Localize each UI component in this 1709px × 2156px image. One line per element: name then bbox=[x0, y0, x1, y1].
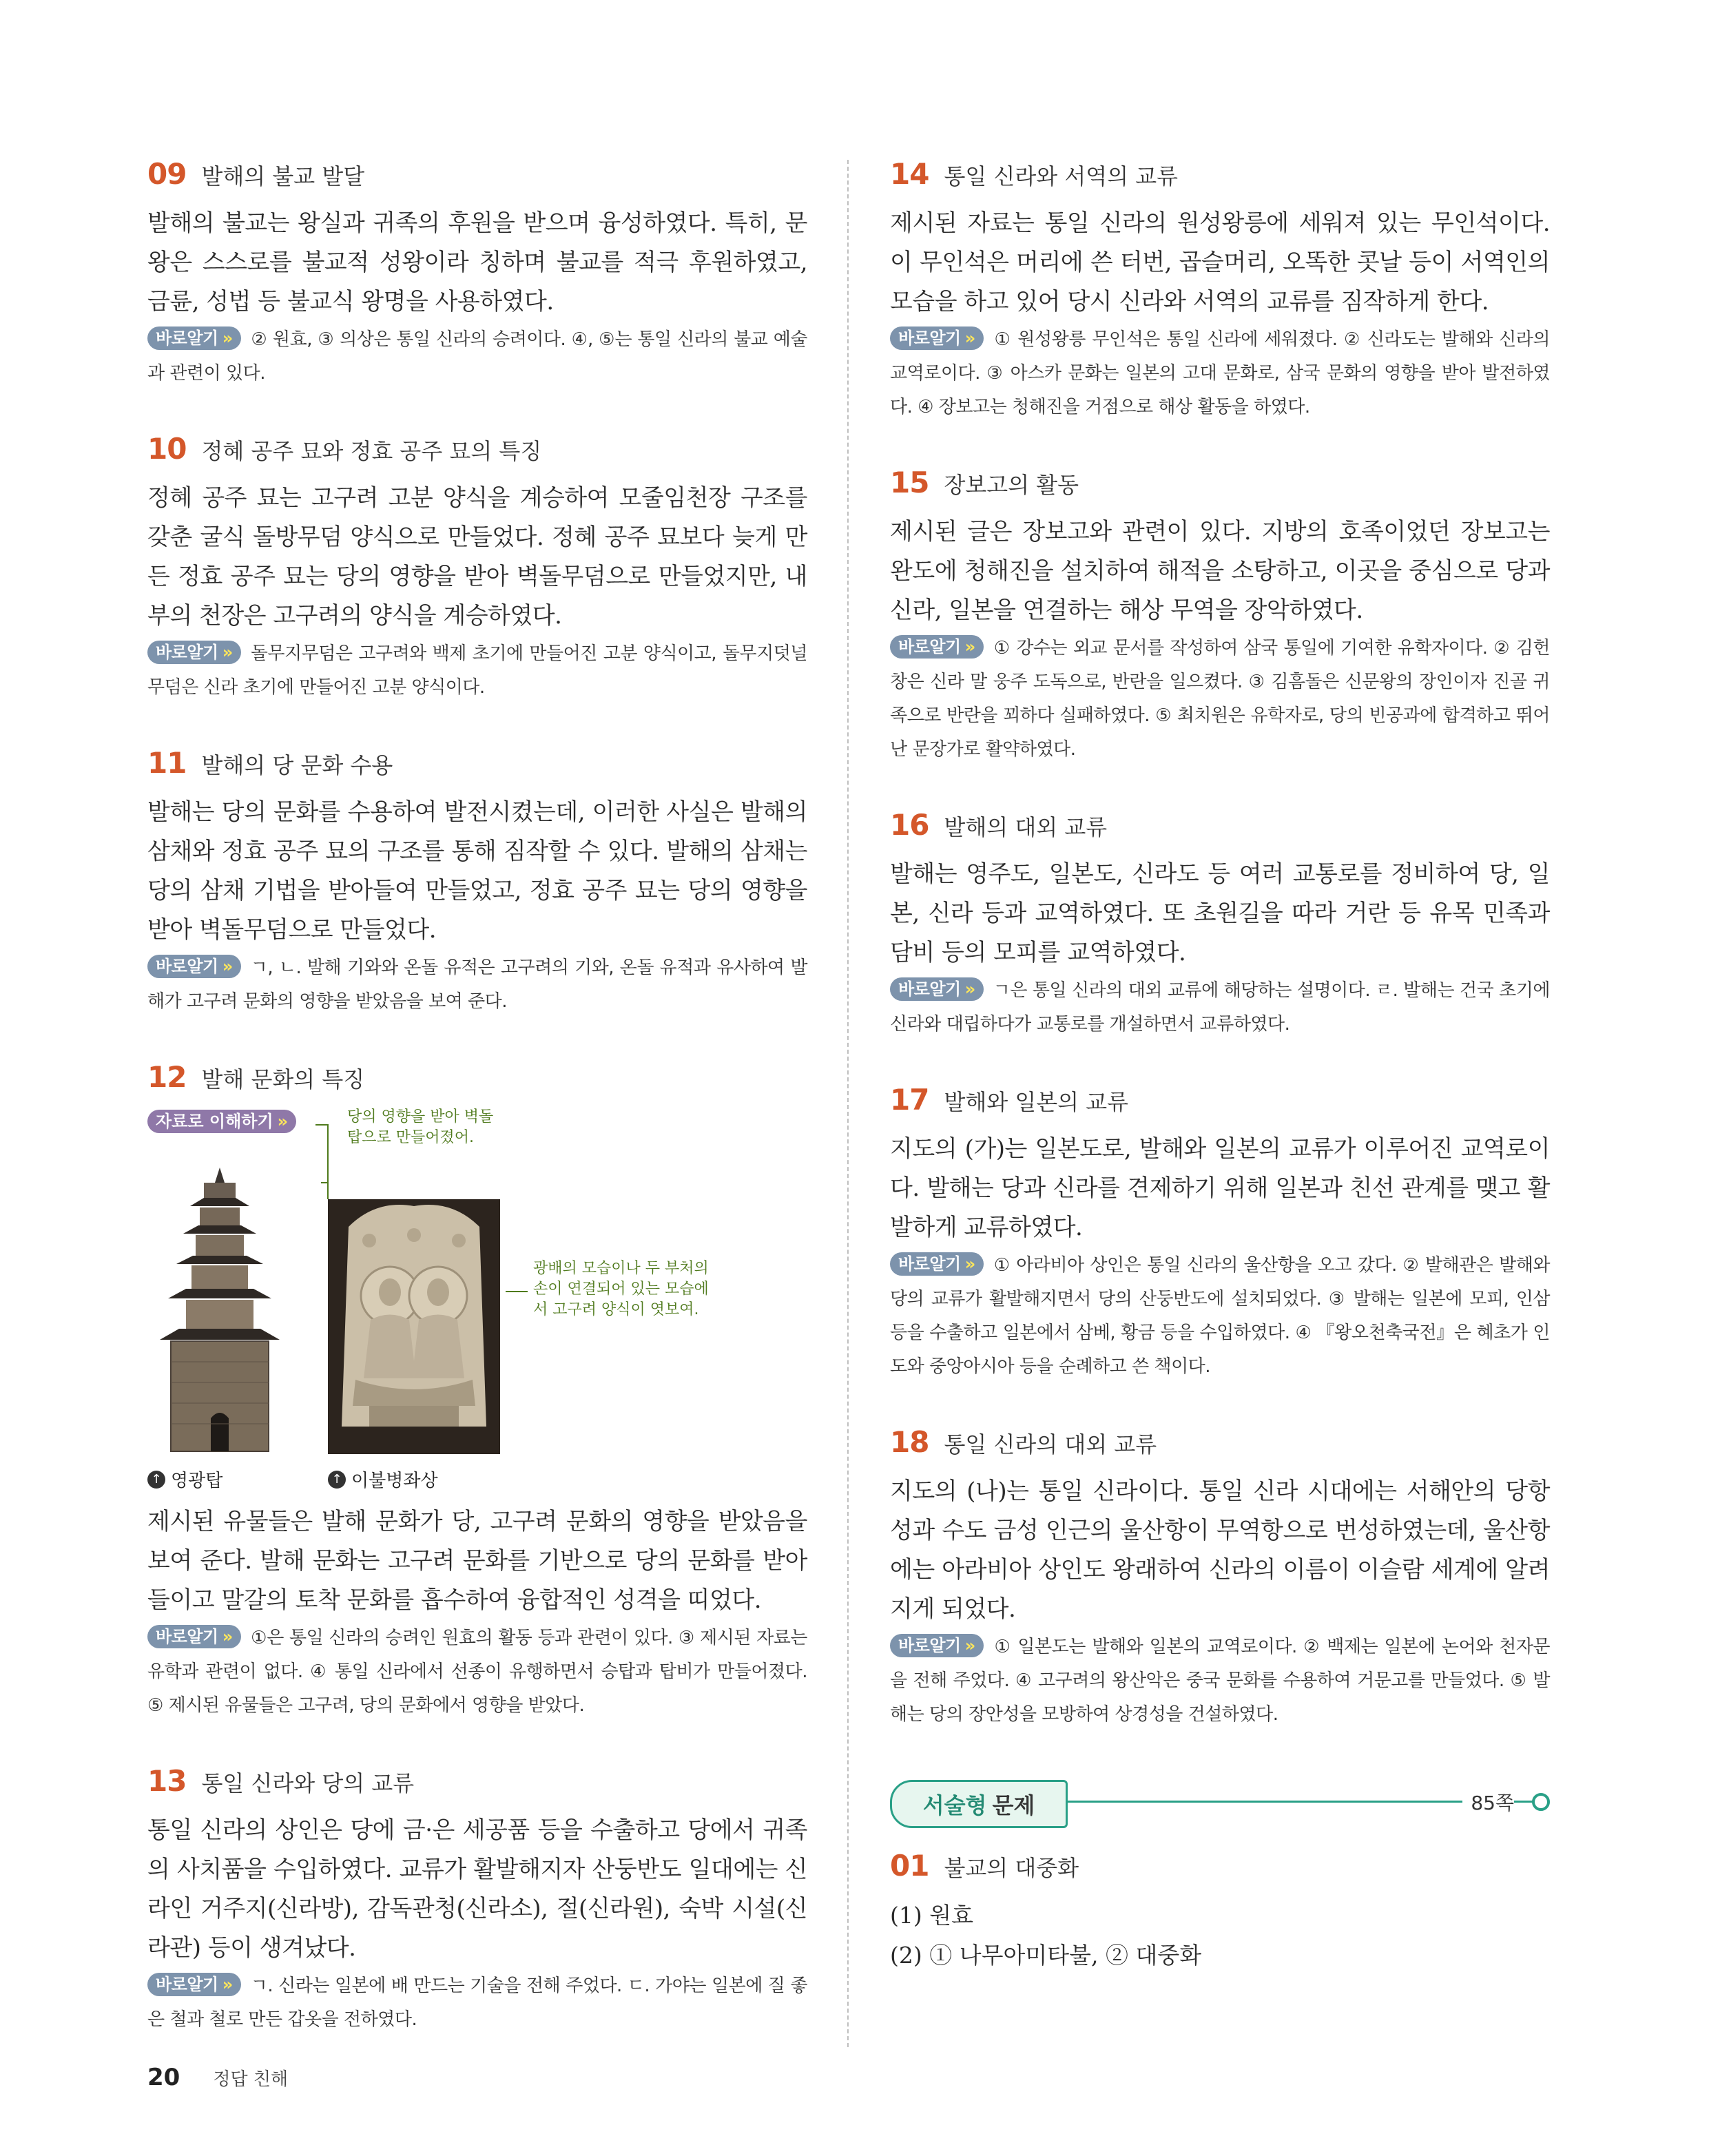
section-title: 발해의 대외 교류 bbox=[944, 814, 1108, 840]
chevron-right-icon: » bbox=[964, 329, 975, 348]
column-divider bbox=[847, 160, 849, 2047]
explanation-text: 발해는 당의 문화를 수용하여 발전시켰는데, 이러한 사실은 발해의 삼채와 정효 공주 묘의 구조를 통해 짐작할 수 있다. 발해의 삼채는 당의 삼채 기법을 받아들여 만들었고, 정효 공주 묘는 당의 영향을 받아 벽돌무덤으로 만들었다. bbox=[147, 798, 807, 944]
section-heading bbox=[890, 466, 1550, 507]
section-title: 통일 신라의 대외 교류 bbox=[944, 1431, 1157, 1458]
callout-pagoda: 당의 영향을 받아 벽돌 탑으로 만들어졌어. bbox=[347, 1108, 494, 1146]
correction-text: ㄱ, ㄴ. 발해 기와와 온돌 유적은 고구려의 기와, 온돌 유적과 유사하여 발해가 고구려 문화의 영향을 받았음을 보여 준다. bbox=[147, 957, 807, 1012]
correction-note bbox=[890, 1249, 1550, 1384]
section-number: 12 bbox=[147, 1060, 187, 1094]
correction-text: ①은 통일 신라의 승려인 원효의 활동 등과 관련이 있다. ③ 제시된 자료는 유학과 관련이 없다. ④ 통일 신라에서 선종이 유행하면서 승탑과 탑비가 만들어졌다. ⑤ 제시된 유물들은 고구려, 당의 문화에서 영향을 받았다. bbox=[147, 1628, 807, 1716]
chevron-right-icon: » bbox=[964, 1636, 975, 1655]
book-name: 정답 친해 bbox=[213, 2069, 289, 2090]
descriptive-label: 서술형 문제 bbox=[890, 1780, 1068, 1828]
correction-badge: 바로알기 » bbox=[147, 1973, 241, 1996]
section-number: 11 bbox=[147, 746, 187, 780]
correction-badge: 바로알기 » bbox=[890, 977, 984, 1001]
correction-text: ㄱ은 통일 신라의 대외 교류에 해당하는 설명이다. ㄹ. 발해는 건국 초기에 신라와 대립하다가 교통로를 개설하면서 교류하였다. bbox=[890, 980, 1550, 1035]
answer-line: (2) ① 나무아미타불, ② 대중화 bbox=[890, 1942, 1202, 1969]
correction-badge: 바로알기 » bbox=[147, 641, 241, 664]
explanation-text: 지도의 (가)는 일본도로, 발해와 일본의 교류가 이루어진 교역로이다. 발해는 당과 신라를 견제하기 위해 일본과 친선 관계를 맺고 활발하게 교류하였다. bbox=[890, 1135, 1550, 1241]
answer-section-18 bbox=[890, 1425, 1550, 1732]
explanation-text: 제시된 자료는 통일 신라의 원성왕릉에 세워져 있는 무인석이다. 이 무인석은 머리에 쓴 터번, 곱슬머리, 오똑한 콧날 등이 서역인의 모습을 하고 있어 당시 신라와 서역의 교류를 짐작하게 한다. bbox=[890, 209, 1550, 315]
explanation-text: 발해의 불교는 왕실과 귀족의 후원을 받으며 융성하였다. 특히, 문왕은 스스로를 불교적 성왕이라 칭하며 불교를 적극 후원하였고, 금륜, 성법 등 불교식 왕명을 사용하였다. bbox=[147, 209, 807, 315]
chevron-right-icon: » bbox=[964, 979, 975, 999]
correction-text: ㄱ. 신라는 일본에 배 만드는 기술을 전해 주었다. ㄷ. 가야는 일본에 질 좋은 철과 철로 만든 갑옷을 전하였다. bbox=[147, 1976, 807, 2030]
correction-text: ① 원성왕릉 무인석은 통일 신라에 세워졌다. ② 신라도는 발해와 신라의 교역로이다. ③ 아스카 문화는 일본의 고대 문화로, 삼국 문화의 영향을 받아 발전하였다. ④ 장보고는 청해진을 거점으로 해상 활동을 하였다. bbox=[890, 329, 1550, 417]
correction-note bbox=[147, 1969, 807, 2037]
answer-section-16 bbox=[890, 808, 1550, 1041]
correction-badge: 바로알기 » bbox=[890, 326, 984, 350]
chevron-right-icon: » bbox=[222, 1975, 233, 1994]
section-heading bbox=[890, 157, 1550, 198]
section-title: 불교의 대중화 bbox=[944, 1855, 1079, 1881]
correction-badge: 바로알기 » bbox=[890, 1252, 984, 1276]
chevron-right-icon: » bbox=[964, 1254, 975, 1274]
section-title: 발해의 불교 발달 bbox=[201, 163, 365, 189]
section-heading bbox=[890, 1083, 1550, 1124]
explanation-text: 지도의 (나)는 통일 신라이다. 통일 신라 시대에는 서해안의 당항성과 수도 금성 인근의 울산항이 무역항으로 번성하였는데, 울산항에는 아라비아 상인도 왕래하여 신라의 이름이 이슬람 세계에 알려지게 되었다. bbox=[890, 1478, 1550, 1623]
chevron-right-icon: » bbox=[222, 329, 233, 348]
section-title: 장보고의 활동 bbox=[944, 472, 1079, 498]
correction-text: ① 일본도는 발해와 일본의 교역로이다. ② 백제는 일본에 논어와 천자문을 전해 주었다. ④ 고구려의 왕산악은 중국 문화를 수용하여 거문고를 만들었다. ⑤ 발해는 당의 장안성을 모방하여 상경성을 건설하였다. bbox=[890, 1637, 1550, 1725]
answer-section-14 bbox=[890, 157, 1550, 424]
section-title: 통일 신라와 서역의 교류 bbox=[944, 163, 1179, 189]
circle-end-icon bbox=[1532, 1793, 1550, 1811]
page-number: 20 bbox=[147, 2064, 180, 2091]
answer-section-15 bbox=[890, 466, 1550, 767]
section-number: 15 bbox=[890, 466, 929, 499]
correction-text: ① 강수는 외교 문서를 작성하여 삼국 통일에 기여한 유학자이다. ② 김헌창은 신라 말 웅주 도독으로, 반란을 일으켰다. ③ 김흠돌은 신문왕의 장인이자 진골 귀족으로 반란을 꾀하다 실패하였다. ⑤ 최치원은 유학자로, 당의 빈공과에 합격하고 뛰어난 문장가로 활약하였다. bbox=[890, 638, 1550, 760]
section-number: 14 bbox=[890, 157, 929, 191]
correction-badge: 바로알기 » bbox=[890, 635, 984, 659]
descriptive-problems-header bbox=[890, 1773, 1550, 1828]
answer-line: (1) 원효 bbox=[890, 1902, 973, 1929]
answer-section-12 bbox=[147, 1060, 807, 1723]
correction-badge: 바로알기 » bbox=[147, 1625, 241, 1648]
section-number: 13 bbox=[147, 1764, 187, 1798]
section-heading bbox=[147, 1764, 807, 1805]
answer-section-17 bbox=[890, 1083, 1550, 1384]
correction-text: 돌무지무덤은 고구려와 백제 초기에 만들어진 고분 양식이고, 돌무지덧널무덤은 신라 초기에 만들어진 고분 양식이다. bbox=[147, 643, 807, 698]
chevron-right-icon: » bbox=[277, 1112, 289, 1131]
explanation-text: 통일 신라의 상인은 당에 금·은 세공품 등을 수출하고 당에서 귀족의 사치품을 수입하였다. 교류가 활발해지자 산둥반도 일대에는 신라인 거주지(신라방), 감독관청(신라소), 절(신라원), 숙박 시설(신라관) 등이 생겨났다. bbox=[147, 1816, 807, 1962]
figure-badge: 자료로 이해하기 » bbox=[147, 1110, 296, 1133]
correction-text: ② 원효, ③ 의상은 통일 신라의 승려이다. ④, ⑤는 통일 신라의 불교 예술과 관련이 있다. bbox=[147, 329, 807, 384]
correction-note bbox=[890, 632, 1550, 767]
section-title: 발해 문화의 특징 bbox=[201, 1066, 365, 1092]
correction-note bbox=[147, 637, 807, 705]
correction-note bbox=[890, 323, 1550, 424]
explanation-text: 제시된 유물들은 발해 문화가 당, 고구려 문화의 영향을 받았음을 보여 준다. 발해 문화는 고구려 문화를 기반으로 당의 문화를 받아들이고 말갈의 토착 문화를 흡수하여 융합적인 성격을 띠었다. bbox=[147, 1508, 807, 1614]
correction-badge: 바로알기 » bbox=[147, 326, 241, 350]
answer-section-09 bbox=[147, 157, 807, 391]
page-reference: 85쪽 bbox=[1462, 1788, 1514, 1816]
chevron-right-icon: » bbox=[964, 637, 975, 656]
section-heading bbox=[147, 432, 807, 473]
correction-badge: 바로알기 » bbox=[147, 955, 241, 978]
section-heading bbox=[890, 808, 1550, 849]
arrow-up-icon: ↑ bbox=[147, 1471, 165, 1489]
chevron-right-icon: » bbox=[222, 957, 233, 976]
section-title: 발해의 당 문화 수용 bbox=[201, 752, 393, 778]
chevron-right-icon: » bbox=[222, 643, 233, 662]
right-column bbox=[890, 157, 1550, 2017]
left-column bbox=[147, 157, 807, 2078]
yeonggwang-pagoda-image bbox=[147, 1162, 292, 1458]
correction-text: ① 아라비아 상인은 통일 신라의 울산항을 오고 갔다. ② 발해관은 발해와 당의 교류가 활발해지면서 당의 산둥반도에 설치되었다. ③ 발해는 일본에 모피, 인삼 등을 수출하고 일본에서 삼베, 황금 등을 수입하였다. ④ 『왕오천축국전』은 혜초가 인도와 중앙아시아 등을 순례하고 쓴 책이다. bbox=[890, 1255, 1550, 1377]
correction-note bbox=[147, 323, 807, 391]
correction-note bbox=[890, 1630, 1550, 1732]
correction-note bbox=[890, 974, 1550, 1041]
section-heading bbox=[890, 1849, 1550, 1890]
explanation-text: 제시된 글은 장보고와 관련이 있다. 지방의 호족이었던 장보고는 완도에 청해진을 설치하여 해적을 소탕하고, 이곳을 중심으로 당과 신라, 일본을 연결하는 해상 무역을 장악하였다. bbox=[890, 518, 1550, 624]
correction-note bbox=[147, 951, 807, 1019]
section-number: 10 bbox=[147, 432, 187, 466]
section-heading bbox=[147, 1060, 807, 1101]
section-number: 01 bbox=[890, 1849, 929, 1883]
answer-section-13 bbox=[147, 1764, 807, 2037]
caption-stele: ↑ 이불병좌상 bbox=[328, 1466, 438, 1492]
section-title: 통일 신라와 당의 교류 bbox=[201, 1770, 415, 1796]
answer-section-11 bbox=[147, 746, 807, 1019]
correction-note bbox=[147, 1621, 807, 1723]
correction-badge: 바로알기 » bbox=[890, 1634, 984, 1657]
section-number: 09 bbox=[147, 157, 187, 191]
callout-buddha: 광배의 모습이나 두 부처의 손이 연결되어 있는 모습에 서 고구려 양식이 엿보여. bbox=[533, 1260, 709, 1318]
section-heading bbox=[147, 746, 807, 787]
section-title: 발해와 일본의 교류 bbox=[944, 1089, 1129, 1115]
descriptive-section-01 bbox=[890, 1849, 1550, 1976]
chevron-right-icon: » bbox=[222, 1627, 233, 1646]
section-number: 18 bbox=[890, 1425, 929, 1459]
section-number: 16 bbox=[890, 808, 929, 842]
caption-pagoda: ↑ 영광탑 bbox=[147, 1466, 222, 1492]
page-footer bbox=[147, 2064, 288, 2091]
arrow-up-icon: ↑ bbox=[328, 1471, 346, 1489]
explanation-text: 정혜 공주 묘는 고구려 고분 양식을 계승하여 모줄임천장 구조를 갖춘 굴식 돌방무덤 양식으로 만들었다. 정혜 공주 묘보다 늦게 만든 정효 공주 묘는 당의 영향을 받아 벽돌무덤으로 만들었지만, 내부의 천장은 고구려의 양식을 계승하였다. bbox=[147, 484, 807, 630]
section-heading bbox=[890, 1425, 1550, 1466]
buddha-stele-image bbox=[328, 1199, 500, 1454]
section-number: 17 bbox=[890, 1083, 929, 1117]
section-heading bbox=[147, 157, 807, 198]
section-title: 정혜 공주 묘와 정효 공주 묘의 특징 bbox=[201, 438, 542, 464]
answer-section-10 bbox=[147, 432, 807, 705]
artifact-figure bbox=[147, 1107, 807, 1493]
explanation-text: 발해는 영주도, 일본도, 신라도 등 여러 교통로를 정비하여 당, 일본, 신라 등과 교역하였다. 또 초원길을 따라 거란 등 유목 민족과 담비 등의 모피를 교역하였다. bbox=[890, 860, 1550, 966]
